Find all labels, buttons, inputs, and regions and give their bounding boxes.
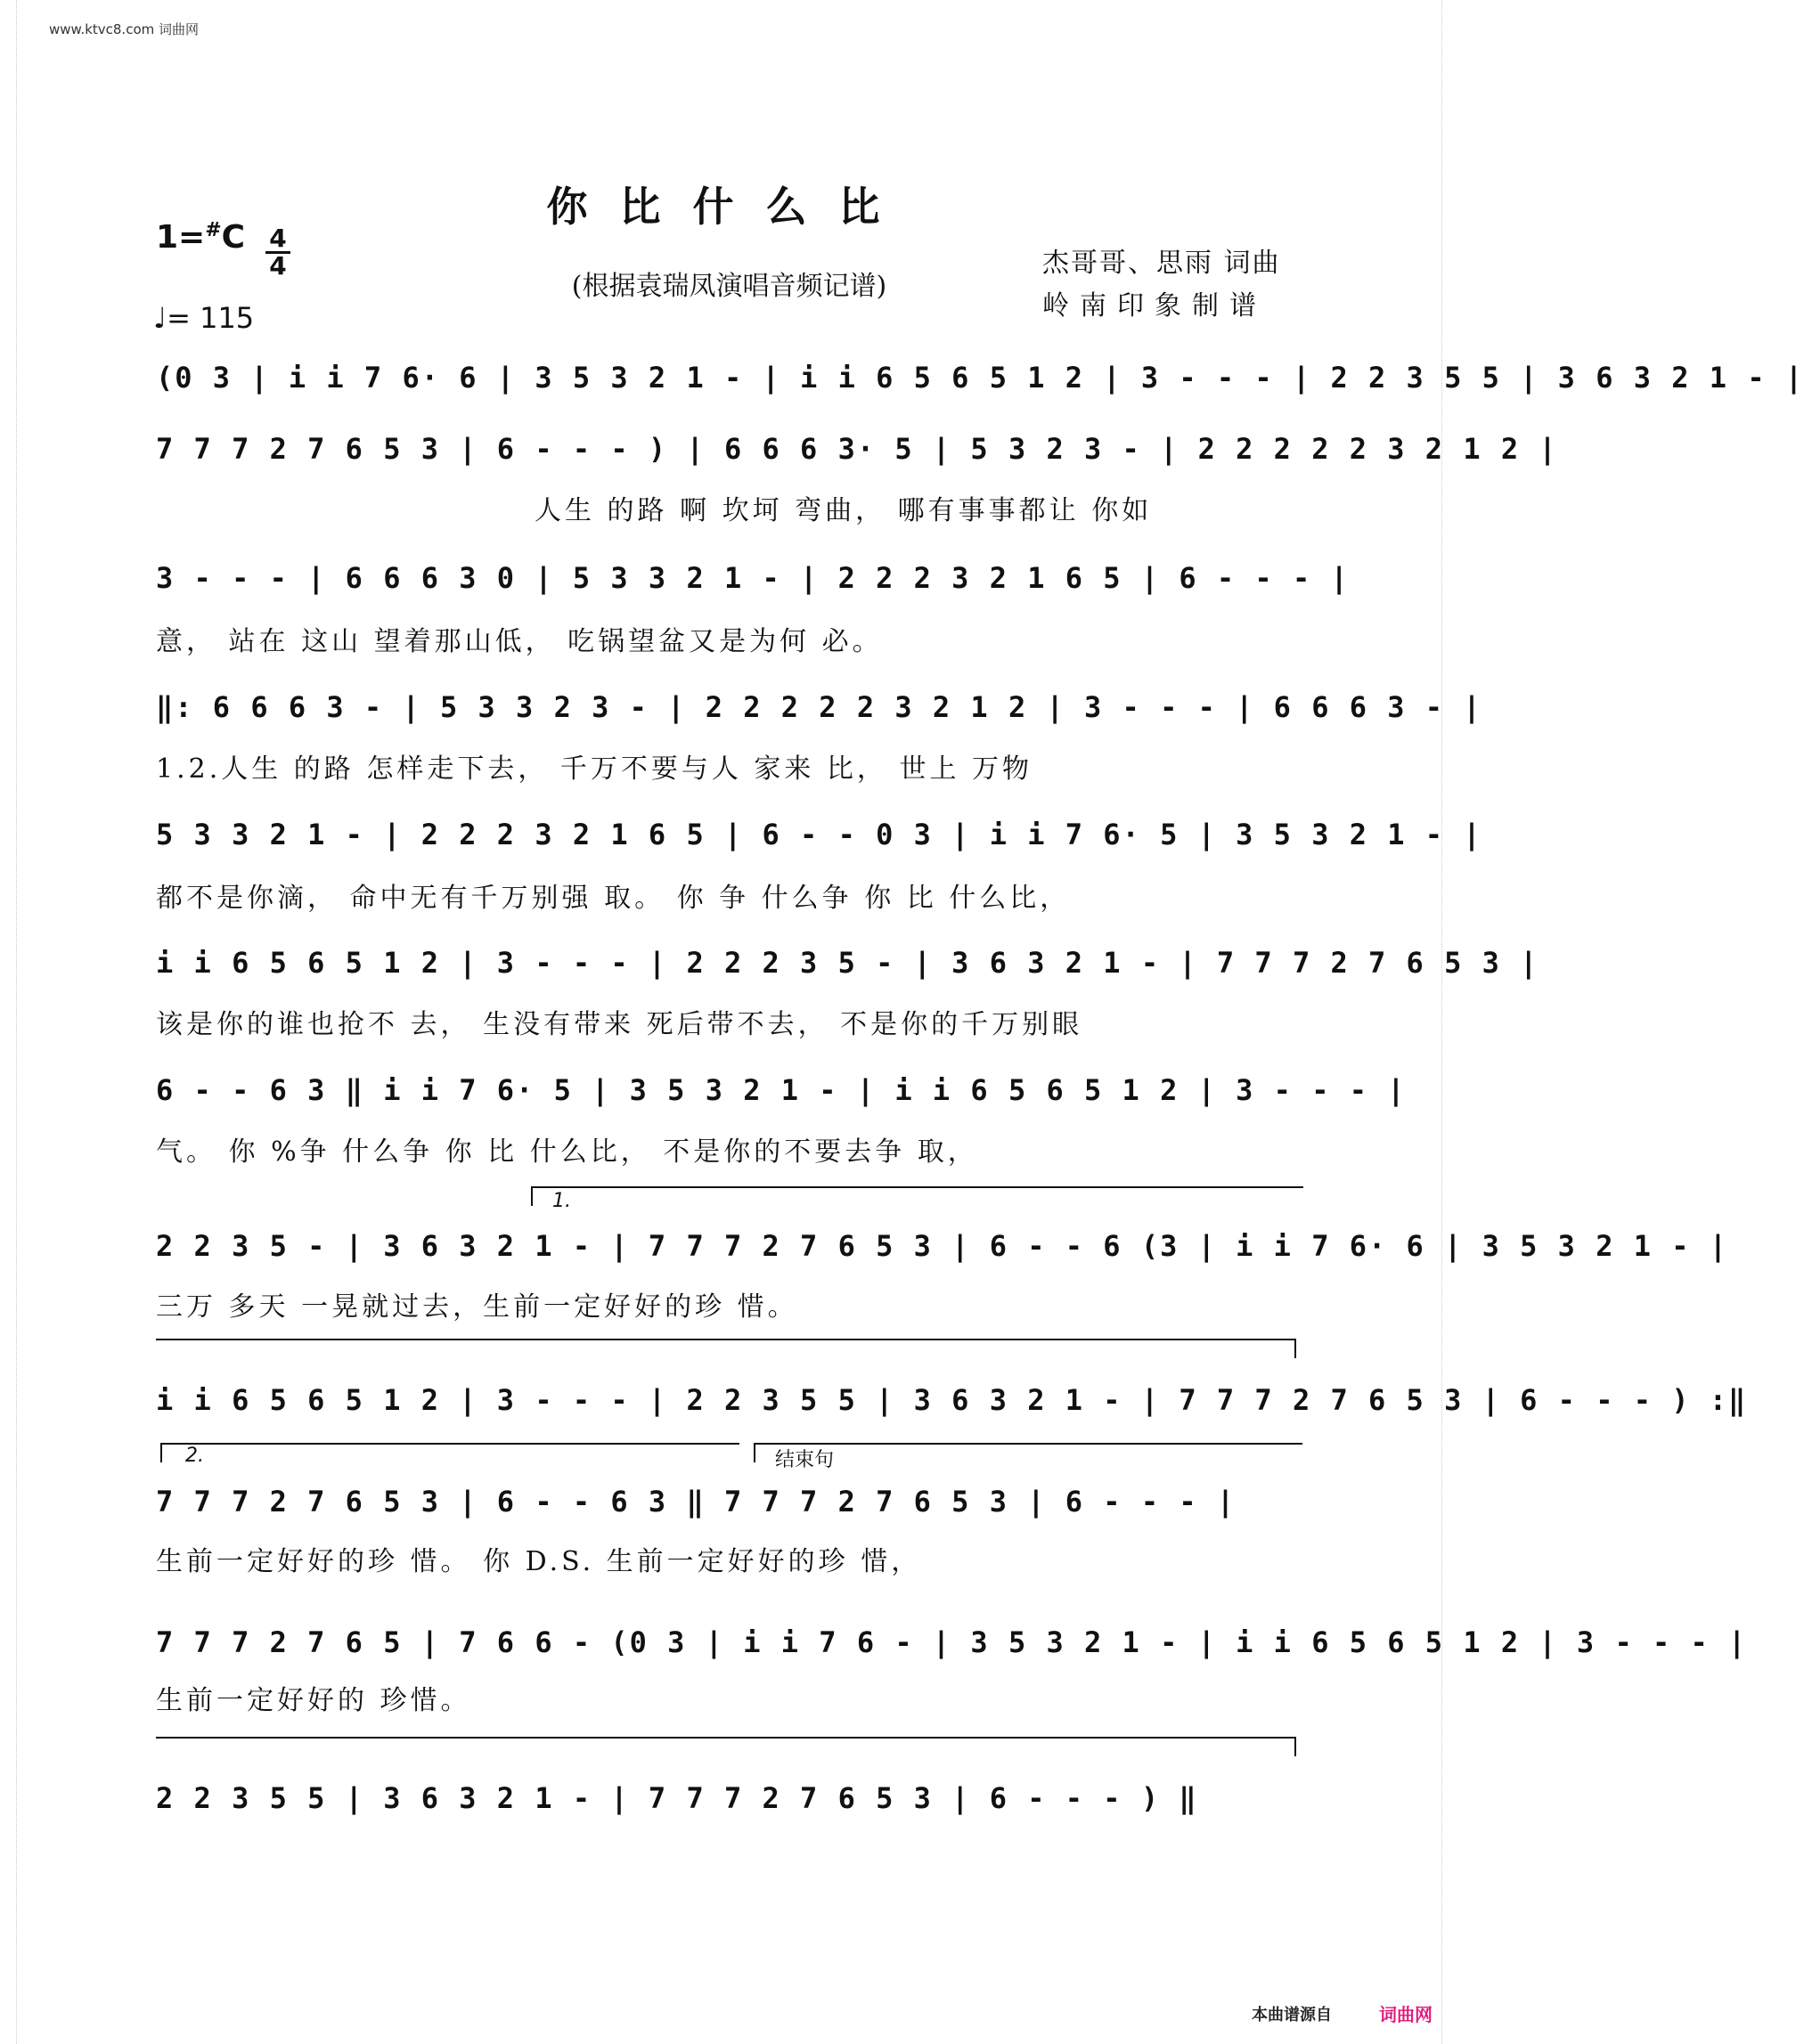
volta-2-label: 2. (185, 1445, 204, 1467)
notation-row-10: 7 7 7 2 7 6 5 3 | 6 - - 6 3 ‖ 7 7 7 2 7 6 5 3 | 6 - - - | (156, 1485, 1237, 1519)
lyrics-row-10: 生前一定好好的珍 惜。 你 D.S. 生前一定好好的珍 惜， (156, 1546, 922, 1577)
time-signature (265, 226, 290, 279)
coda-line (156, 1737, 1296, 1739)
footer-source: 本曲谱源自 (1252, 2006, 1332, 2024)
notation-row-7: 6 - - 6 3 ‖ i i 7 6· 5 | 3 5 3 2 1 - | i i 6 5 6 5 1 2 | 3 - - - | (156, 1073, 1407, 1107)
key-prefix: 1= (156, 219, 206, 256)
ending-bracket (754, 1443, 1302, 1462)
notation-row-2: 7 7 7 2 7 6 5 3 | 6 - - - ) | 6 6 6 3· 5 | 5 3 2 3 - | 2 2 2 2 2 3 2 1 2 | (156, 432, 1558, 466)
composer-credit: 杰哥哥、思雨 词曲 (1042, 248, 1281, 279)
notation-row-11: 7 7 7 2 7 6 5 | 7 6 6 - (0 3 | i i 7 6 - | 3 5 3 2 1 - | i i 6 5 6 5 1 2 | 3 - - - | (156, 1625, 1748, 1659)
lyrics-row-8: 三万 多天 一晃就过去，生前一定好好的珍 惜。 (156, 1291, 798, 1323)
coda-end-tick (1294, 1737, 1296, 1756)
lyrics-row-6: 该是你的谁也抢不 去， 生没有带来 死后带不去， 不是你的千万别眼 (156, 1009, 1083, 1040)
notation-row-1: (0 3 | i i 7 6· 6 | 3 5 3 2 1 - | i i 6 5 6 5 1 2 | 3 - - - | 2 2 3 5 5 | 3 6 3 2 1 - | (156, 361, 1804, 395)
right-watermark-strip (1441, 0, 1455, 2044)
notation-row-3: 3 - - - | 6 6 6 3 0 | 5 3 3 2 1 - | 2 2 2 3 2 1 6 5 | 6 - - - | (156, 561, 1350, 595)
time-sig-top: 4 (265, 226, 290, 254)
volta-2-bracket (160, 1443, 739, 1462)
notation-row-8: 2 2 3 5 - | 3 6 3 2 1 - | 7 7 7 2 7 6 5 3 | 6 - - 6 (3 | i i 7 6· 6 | 3 5 3 2 1 - | (156, 1229, 1729, 1263)
notation-row-12: 2 2 3 5 5 | 3 6 3 2 1 - | 7 7 7 2 7 6 5 3 | 6 - - - ) ‖ (156, 1781, 1198, 1815)
notation-row-9: i i 6 5 6 5 1 2 | 3 - - - | 2 2 3 5 5 | 3 6 3 2 1 - | 7 7 7 2 7 6 5 3 | 6 - - - ) :‖ (156, 1383, 1748, 1417)
notation-row-5: 5 3 3 2 1 - | 2 2 2 3 2 1 6 5 | 6 - - 0 3 | i i 7 6· 5 | 3 5 3 2 1 - | (156, 818, 1482, 851)
song-title: 你比什么比 (546, 183, 912, 231)
key-signature (156, 219, 245, 256)
lyrics-row-5: 都不是你滴， 命中无有千万别强 取。 你 争 什么争 你 比 什么比， (156, 883, 1071, 914)
key-sharp: # (205, 219, 222, 241)
lyrics-row-3: 意， 站在 这山 望着那山低， 吃锅望盆又是为何 必。 (156, 626, 883, 657)
volta-continuation-line (156, 1339, 1296, 1340)
footer-logo[interactable]: 词曲网 (1379, 2004, 1433, 2025)
tempo-mark: ♩= 115 (153, 301, 255, 335)
lyrics-row-2: 人生 的路 啊 坎坷 弯曲， 哪有事事都让 你如 (535, 495, 1153, 526)
volta-1-label: 1. (552, 1190, 571, 1212)
time-sig-bottom: 4 (269, 251, 287, 281)
site-url: www.ktvc8.com 词曲网 (49, 21, 200, 37)
lyrics-row-4: 1.2.人生 的路 怎样走下去， 千万不要与人 家来 比， 世上 万物 (156, 753, 1033, 785)
volta-1-bracket (531, 1186, 1303, 1206)
arranger-credit: 岭南印象制谱 (1042, 290, 1267, 322)
song-subtitle: (根据袁瑞凤演唱音频记谱) (571, 271, 887, 302)
lyrics-row-11: 生前一定好好的 珍惜。 (156, 1685, 471, 1716)
lyrics-row-7: 气。 你 %争 什么争 你 比 什么比， 不是你的不要去争 取， (156, 1136, 978, 1168)
ending-label: 结束句 (775, 1449, 835, 1471)
notation-row-6: i i 6 5 6 5 1 2 | 3 - - - | 2 2 2 3 5 - | 3 6 3 2 1 - | 7 7 7 2 7 6 5 3 | (156, 946, 1539, 980)
key-note: C (221, 219, 246, 256)
left-watermark-strip (4, 0, 17, 2044)
volta-end-tick (1294, 1339, 1296, 1358)
notation-row-4: ‖: 6 6 6 3 - | 5 3 3 2 3 - | 2 2 2 2 2 3 2 1 2 | 3 - - - | 6 6 6 3 - | (156, 690, 1482, 724)
